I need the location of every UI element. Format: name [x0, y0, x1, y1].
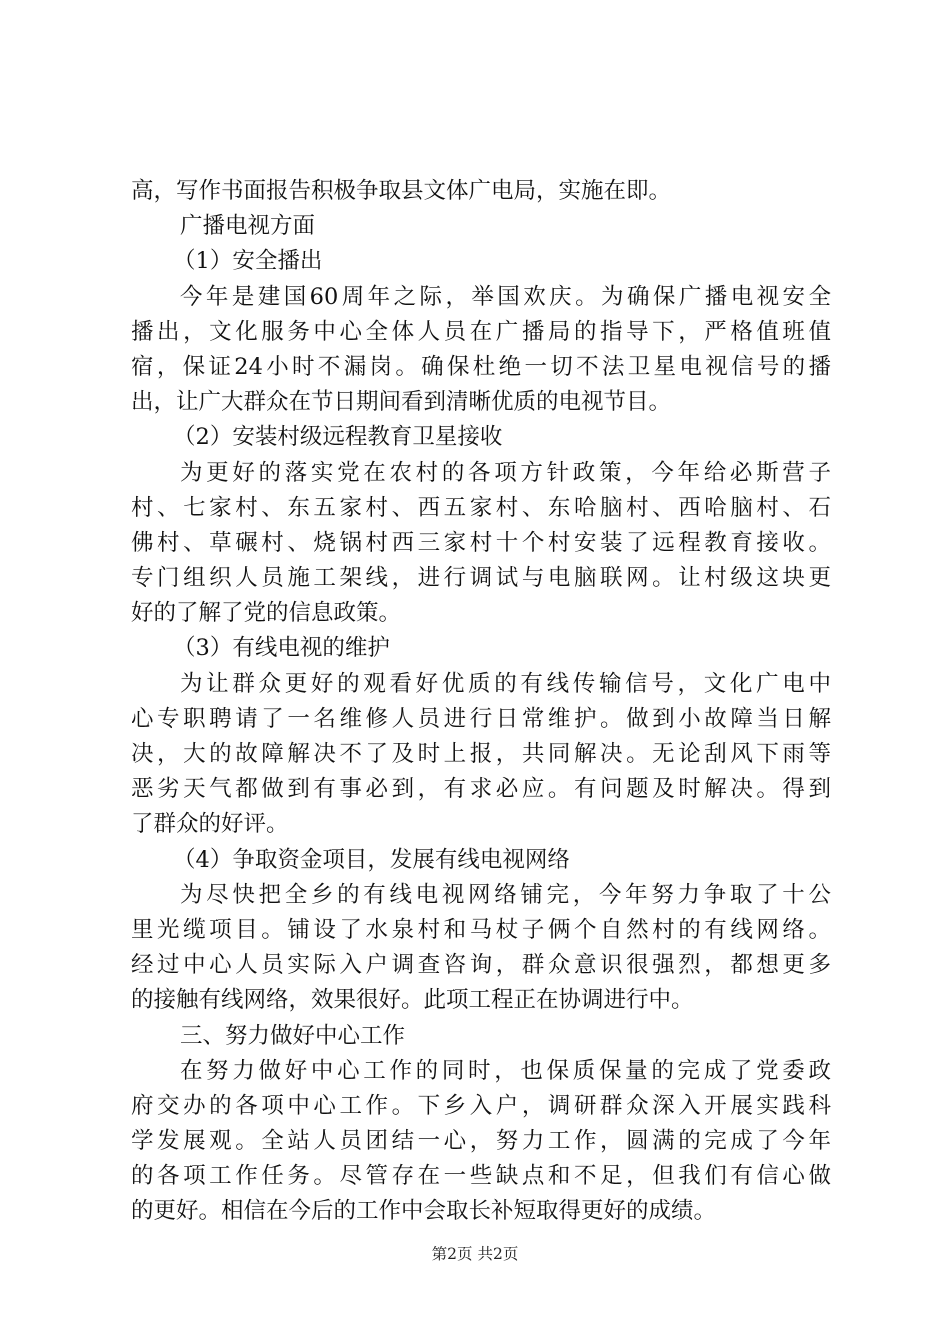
- paragraph-line: 决，大的故障解决不了及时上报，共同解决。无论刮风下雨等: [131, 741, 831, 767]
- paragraph-line: 经过中心人员实际入户调查咨询，群众意识很强烈，都想更多: [131, 952, 831, 979]
- document-body: [131, 174, 831, 1230]
- paragraph-line: 的更好。相信在今后的工作中会取长补短取得更好的成绩。: [131, 1198, 717, 1225]
- paragraph-line: 出，让广大群众在节日期间看到清晰优质的电视节目。: [131, 389, 672, 416]
- subheading-cable-maintenance: （3）有线电视的维护: [173, 635, 390, 662]
- paragraph-line: 好的了解了党的信息政策。: [131, 600, 402, 627]
- paragraph-line: 了群众的好评。: [131, 811, 289, 838]
- subheading-funding-projects: （4）争取资金项目，发展有线电视网络: [173, 846, 570, 873]
- paragraph-line: 村、七家村、东五家村、西五家村、东哈脑村、西哈脑村、石: [131, 494, 831, 521]
- paragraph-line: 的接触有线网络，效果很好。此项工程正在协调进行中。: [131, 987, 694, 1014]
- paragraph-line: 为尽快把全乡的有线电视网络铺完，今年努力争取了十公: [180, 881, 831, 908]
- paragraph-line: 为更好的落实党在农村的各项方针政策，今年给必斯营子: [180, 459, 831, 486]
- section-heading-center-work: 三、努力做好中心工作: [180, 1022, 406, 1049]
- paragraph-line: 高，写作书面报告积极争取县文体广电局，实施在即。: [131, 178, 672, 204]
- paragraph-line: 恶劣天气都做到有事必到，有求必应。有问题及时解决。得到: [131, 776, 831, 803]
- paragraph-line: 为让群众更好的观看好优质的有线传输信号，文化广电中: [180, 670, 831, 697]
- paragraph-line: 里光缆项目。铺设了水泉村和马杖子俩个自然村的有线网络。: [131, 916, 831, 943]
- paragraph-line: 播出，文化服务中心全体人员在广播局的指导下，严格值班值: [131, 318, 831, 345]
- section-heading-broadcast-tv: 广播电视方面: [180, 213, 316, 240]
- paragraph-line: 专门组织人员施工架线，进行调试与电脑联网。让村级这块更: [131, 565, 831, 592]
- paragraph-line: 心专职聘请了一名维修人员进行日常维护。做到小故障当日解: [131, 705, 831, 732]
- paragraph-line: 佛村、草碾村、烧锅村西三家村十个村安装了远程教育接收。: [131, 529, 831, 556]
- page-number-footer: 第2页 共2页: [431, 1245, 519, 1263]
- paragraph-line: 今年是建国60周年之际，举国欢庆。为确保广播电视安全: [180, 283, 831, 310]
- subheading-remote-education: （2）安装村级远程教育卫星接收: [173, 424, 503, 451]
- paragraph-line: 在努力做好中心工作的同时，也保质保量的完成了党委政: [180, 1057, 831, 1084]
- paragraph-line: 学发展观。全站人员团结一心，努力工作，圆满的完成了今年: [131, 1128, 831, 1155]
- paragraph-line: 的各项工作任务。尽管存在一些缺点和不足，但我们有信心做: [131, 1163, 831, 1190]
- paragraph-line: 府交办的各项中心工作。下乡入户，调研群众深入开展实践科: [131, 1092, 831, 1119]
- paragraph-line: 宿，保证24小时不漏岗。确保杜绝一切不法卫星电视信号的播: [131, 353, 831, 380]
- subheading-safe-broadcast: （1）安全播出: [173, 248, 323, 275]
